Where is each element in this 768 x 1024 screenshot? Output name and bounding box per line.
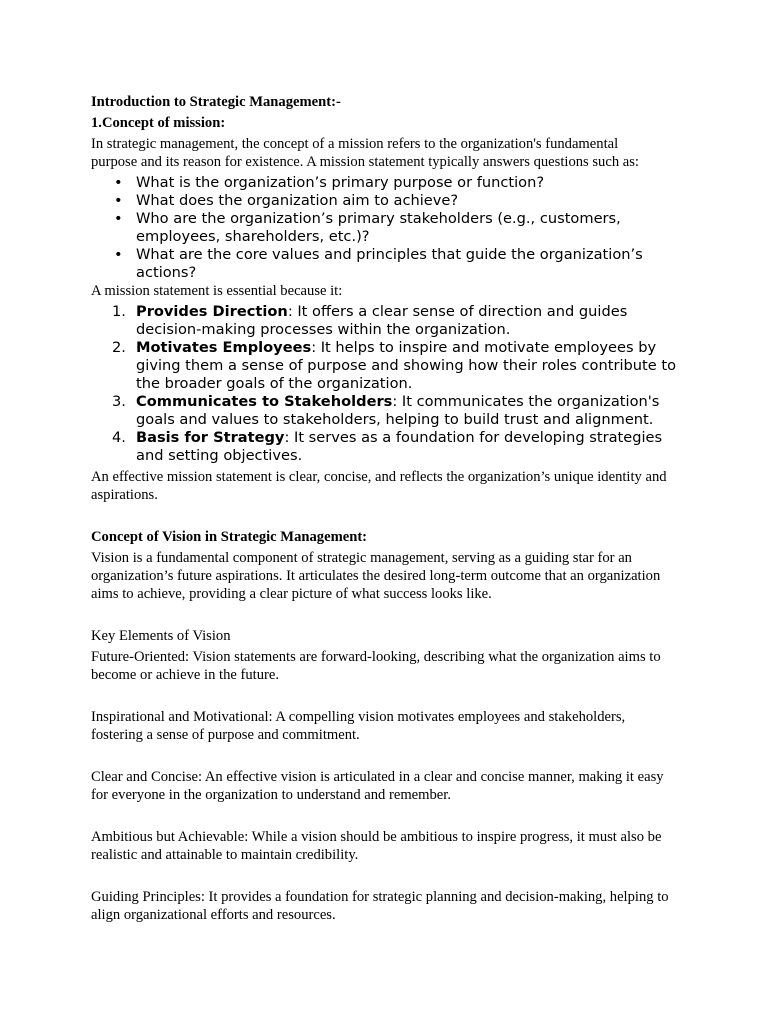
reason-text: : It serves as a foundation for developing strategies and setting objectives.	[136, 429, 663, 464]
reason-label: Communicates to Stakeholders	[136, 393, 393, 410]
vision-element: Inspirational and Motivational: A compelling vision motivates employees and stakeholders, fostering a sense of purpose and commitment.	[91, 709, 626, 743]
list-item: • Who are the organization’s primary stakeholders (e.g., customers, employees, shareholders, etc.)?	[136, 210, 691, 246]
reason-text: : It offers a clear sense of direction and guides decision-making processes within the organization.	[136, 303, 628, 338]
reason-label: Provides Direction	[136, 303, 288, 320]
key-elements-heading: Key Elements of Vision	[91, 628, 231, 644]
section1-heading: 1.Concept of mission:	[91, 115, 226, 131]
list-number: 2.	[112, 339, 126, 356]
document-page	[91, 93, 691, 924]
essential-intro: A mission statement is essential because it:	[91, 283, 343, 299]
list-item: • What is the organization’s primary purpose or function?	[136, 174, 691, 192]
vision-element: Guiding Principles: It provides a foundation for strategic planning and decision-making, helping to align organizational efforts and resources.	[91, 889, 669, 923]
mission-reasons-list	[91, 303, 691, 465]
vision-element: Ambitious but Achievable: While a vision should be ambitious to inspire progress, it must also be realistic and attainable to maintain credibility.	[91, 829, 662, 863]
reason-label: Basis for Strategy	[136, 429, 285, 446]
reason-label: Motivates Employees	[136, 339, 312, 356]
vision-element: Future-Oriented: Vision statements are forward-looking, describing what the organization aims to become or achieve in the future.	[91, 649, 661, 683]
document-title: Introduction to Strategic Management:-	[91, 94, 341, 110]
list-number: 1.	[112, 303, 126, 320]
section2-intro: Vision is a fundamental component of strategic management, serving as a guiding star for an organization’s future aspirations. It articulates the desired long-term outcome that an organization aims to achieve, providing a clear picture of what success looks like.	[91, 550, 661, 602]
list-number: 3.	[112, 393, 126, 410]
list-item: • What are the core values and principles that guide the organization’s actions?	[136, 246, 691, 282]
mission-summary: An effective mission statement is clear, concise, and reflects the organization’s unique identity and aspirations.	[91, 469, 667, 503]
section2-heading: Concept of Vision in Strategic Management:	[91, 529, 368, 545]
mission-questions-list	[91, 174, 691, 282]
list-item	[112, 303, 691, 339]
list-number: 4.	[112, 429, 126, 446]
section1-intro: In strategic management, the concept of a mission refers to the organization's fundamental purpose and its reason for existence. A mission statement typically answers questions such as:	[91, 136, 639, 170]
list-item: • What does the organization aim to achieve?	[136, 192, 691, 210]
vision-element: Clear and Concise: An effective vision is articulated in a clear and concise manner, making it easy for everyone in the organization to understand and remember.	[91, 769, 664, 803]
list-item	[112, 393, 691, 429]
reason-text: : It communicates the organization's goals and values to stakeholders, helping to build trust and alignment.	[136, 393, 660, 428]
list-item	[112, 339, 691, 393]
reason-text: : It helps to inspire and motivate employees by giving them a sense of purpose and showing how their roles contribute to the broader goals of the organization.	[136, 339, 677, 392]
list-item	[112, 429, 691, 465]
